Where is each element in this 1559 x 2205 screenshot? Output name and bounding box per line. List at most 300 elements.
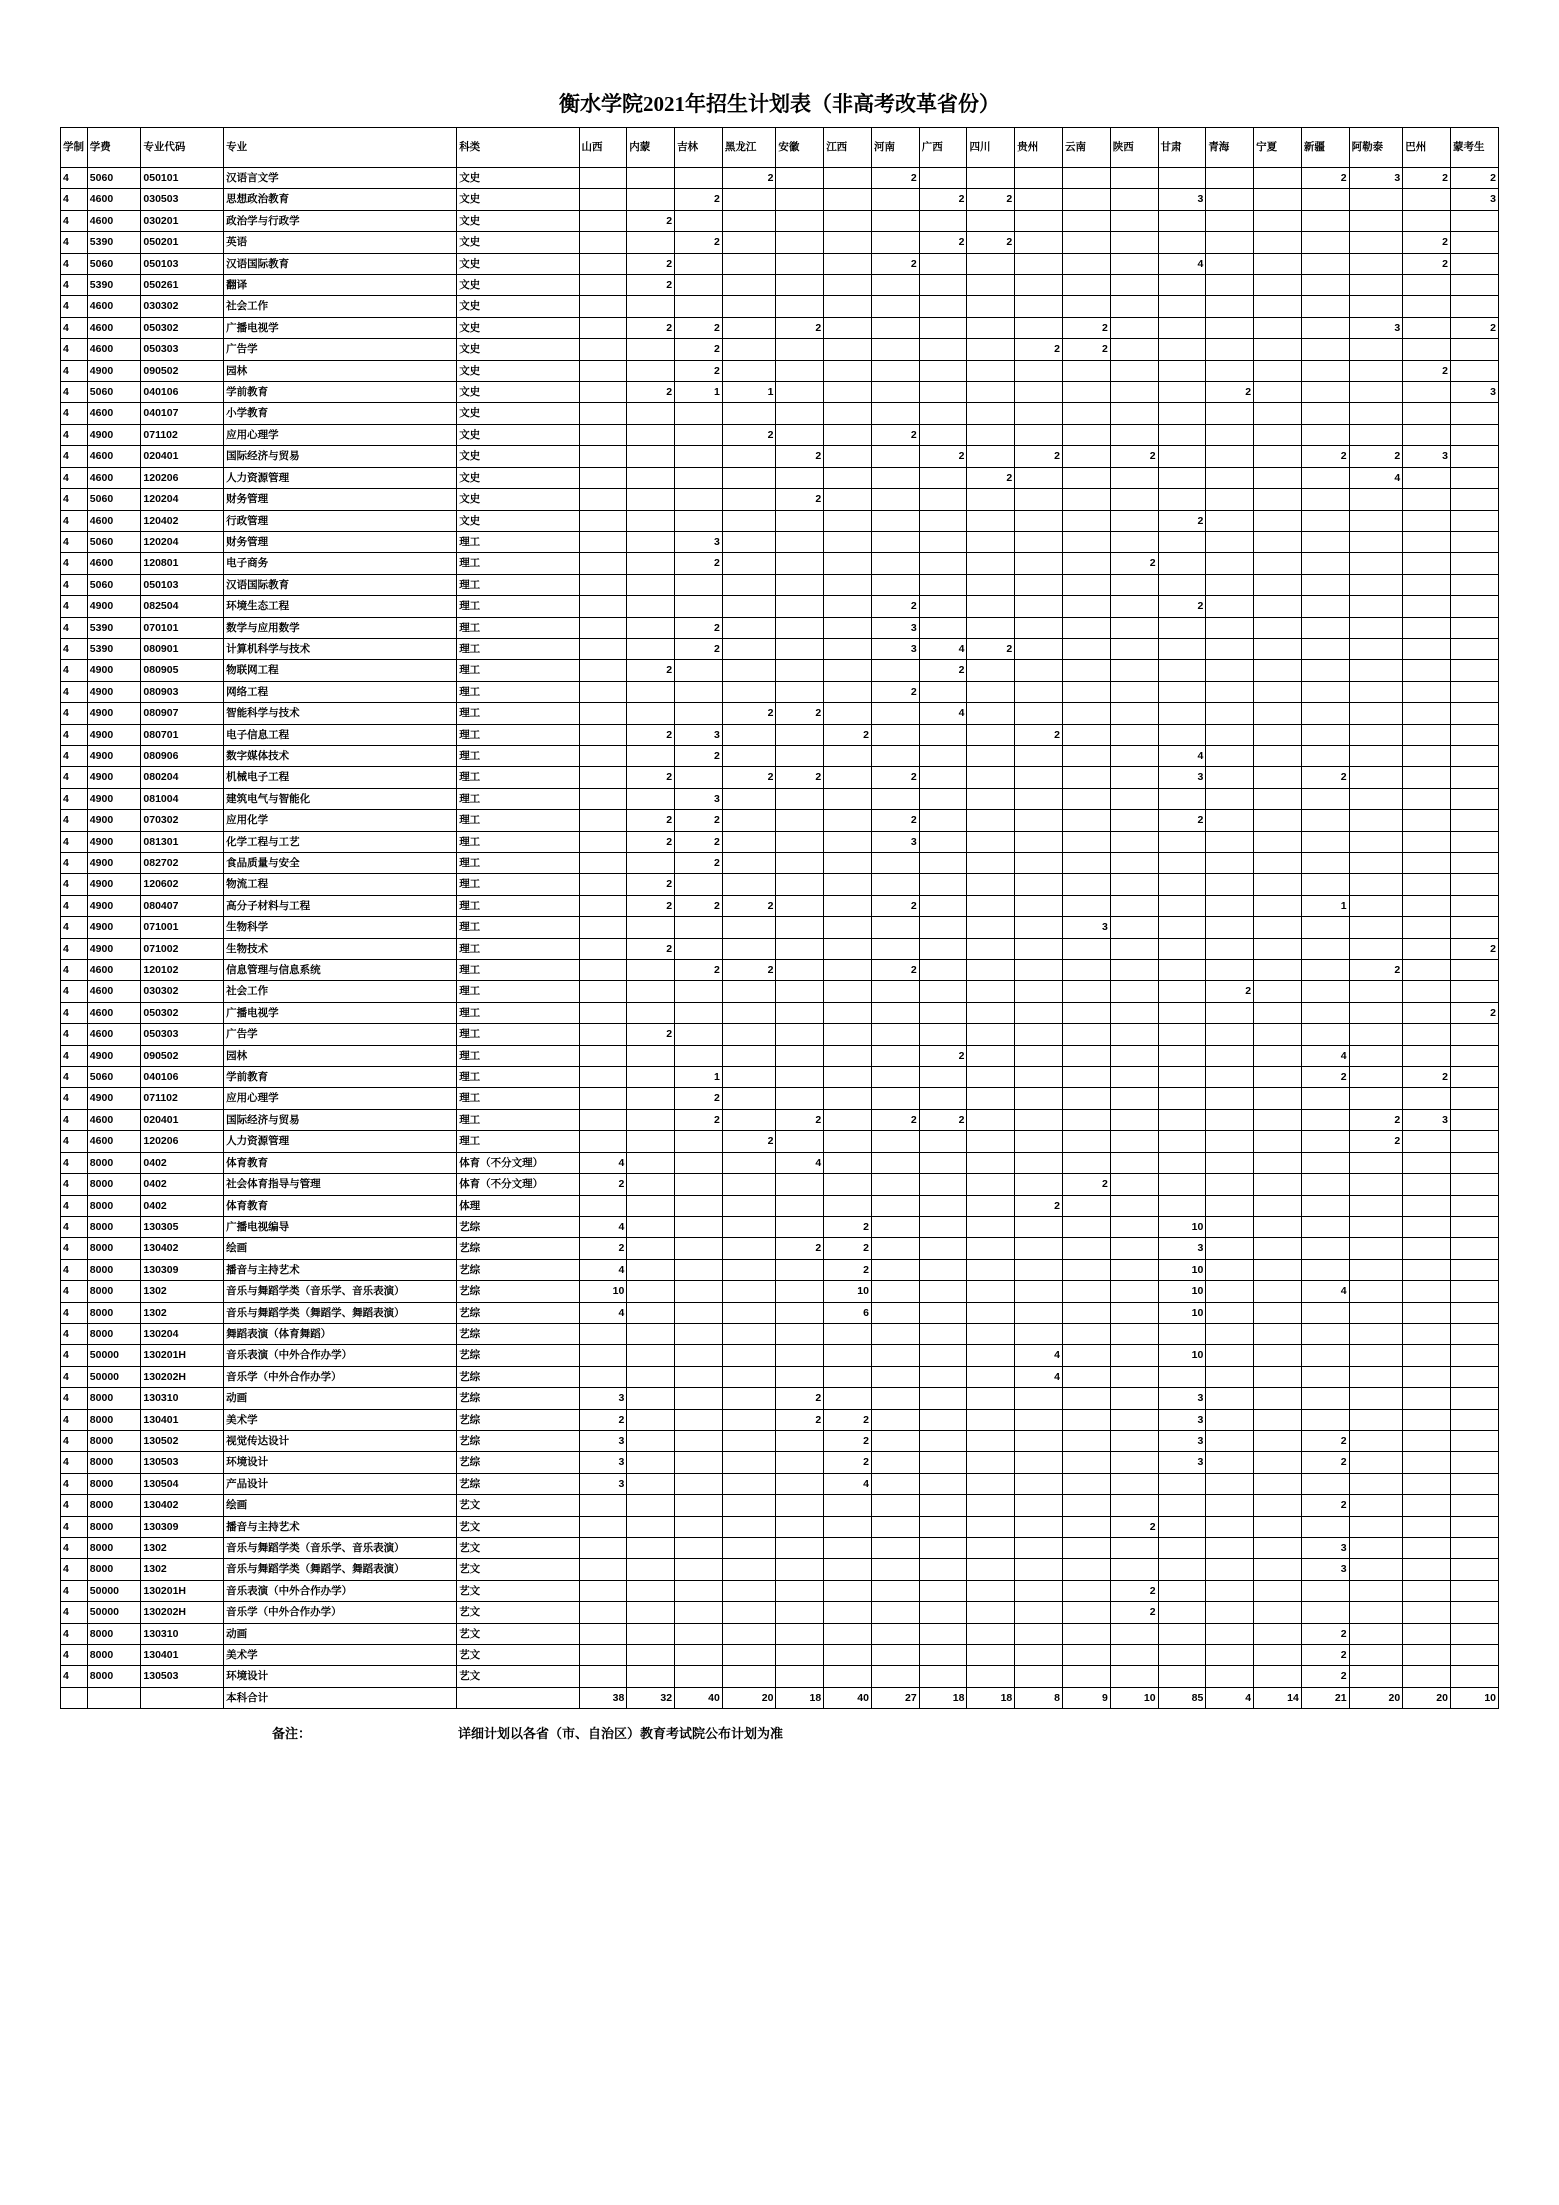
- cell-quota-新疆: 2: [1301, 168, 1349, 189]
- cell-xuezhi: 4: [61, 168, 88, 189]
- cell-quota-四川: [967, 1538, 1015, 1559]
- cell-xuezhi: 4: [61, 1067, 88, 1088]
- cell-major-name: 社会工作: [224, 296, 457, 317]
- plan-table-container: [60, 127, 1499, 1709]
- cell-quota-青海: [1206, 1002, 1254, 1023]
- cell-quota-吉林: [675, 510, 723, 531]
- col-header-xuezhi: 学制: [61, 128, 88, 168]
- cell-major-code: 120204: [141, 489, 224, 510]
- cell-quota-宁夏: [1254, 339, 1302, 360]
- cell-quota-贵州: [1015, 1516, 1063, 1537]
- cell-quota-陕西: [1110, 810, 1158, 831]
- table-row: [61, 446, 1499, 467]
- cell-quota-青海: [1206, 574, 1254, 595]
- cell-major-name: 环境设计: [224, 1666, 457, 1687]
- cell-quota-河南: [871, 574, 919, 595]
- cell-quota-云南: [1063, 767, 1111, 788]
- cell-quota-巴州: [1403, 1259, 1451, 1280]
- cell-quota-山西: [579, 1045, 627, 1066]
- cell-xuezhi: 4: [61, 339, 88, 360]
- cell-xuezhi: 4: [61, 1345, 88, 1366]
- cell-quota-蒙考生: [1450, 853, 1498, 874]
- cell-quota-四川: [967, 1623, 1015, 1644]
- cell-quota-阿勒泰: 2: [1349, 1109, 1403, 1130]
- cell-xuezhi: 4: [61, 1666, 88, 1687]
- cell-major-name: 财务管理: [224, 489, 457, 510]
- cell-quota-河南: [871, 788, 919, 809]
- cell-quota-云南: [1063, 1645, 1111, 1666]
- cell-quota-内蒙: 2: [627, 895, 675, 916]
- cell-quota-蒙考生: [1450, 253, 1498, 274]
- cell-quota-河南: [871, 1409, 919, 1430]
- table-row: [61, 296, 1499, 317]
- cell-quota-内蒙: 2: [627, 831, 675, 852]
- cell-xuezhi: 4: [61, 1645, 88, 1666]
- cell-quota-吉林: 3: [675, 788, 723, 809]
- cell-subject-category: 文史: [457, 253, 579, 274]
- cell-quota-陕西: [1110, 1366, 1158, 1387]
- cell-quota-宁夏: [1254, 1281, 1302, 1302]
- cell-xuezhi: 4: [61, 938, 88, 959]
- cell-quota-云南: [1063, 596, 1111, 617]
- col-header-xuefei: 学费: [87, 128, 141, 168]
- cell-quota-河南: [871, 1580, 919, 1601]
- cell-quota-青海: [1206, 1109, 1254, 1130]
- cell-quota-山西: [579, 1495, 627, 1516]
- cell-xuezhi: 4: [61, 981, 88, 1002]
- cell-quota-江西: [824, 1623, 872, 1644]
- cell-quota-吉林: [675, 681, 723, 702]
- cell-quota-阿勒泰: [1349, 1067, 1403, 1088]
- cell-major-name: 音乐学（中外合作办学）: [224, 1366, 457, 1387]
- cell-major-code: 130401: [141, 1409, 224, 1430]
- cell-quota-陕西: [1110, 1002, 1158, 1023]
- cell-major-code: 0402: [141, 1195, 224, 1216]
- cell-quota-山西: [579, 1666, 627, 1687]
- cell-quota-阿勒泰: [1349, 1152, 1403, 1173]
- cell-quota-宁夏: [1254, 210, 1302, 231]
- cell-quota-河南: [871, 210, 919, 231]
- cell-quota-山西: 4: [579, 1302, 627, 1323]
- cell-quota-江西: [824, 553, 872, 574]
- cell-quota-甘肃: [1158, 788, 1206, 809]
- cell-quota-安徽: [776, 1045, 824, 1066]
- cell-quota-广西: 2: [919, 1109, 967, 1130]
- cell-quota-江西: 6: [824, 1302, 872, 1323]
- cell-subject-category: 理工: [457, 1002, 579, 1023]
- cell-subject-category: 文史: [457, 210, 579, 231]
- cell-quota-黑龙江: 2: [722, 767, 776, 788]
- cell-quota-广西: [919, 210, 967, 231]
- cell-xuefei: 4900: [87, 895, 141, 916]
- cell-quota-黑龙江: [722, 810, 776, 831]
- cell-quota-甘肃: [1158, 981, 1206, 1002]
- cell-major-code: 081004: [141, 788, 224, 809]
- cell-quota-黑龙江: [722, 1666, 776, 1687]
- cell-xuefei: 8000: [87, 1473, 141, 1494]
- cell-quota-黑龙江: [722, 788, 776, 809]
- cell-quota-青海: [1206, 232, 1254, 253]
- cell-quota-黑龙江: [722, 853, 776, 874]
- cell-major-name: 人力资源管理: [224, 1131, 457, 1152]
- cell-quota-广西: [919, 1281, 967, 1302]
- cell-quota-河南: [871, 339, 919, 360]
- cell-quota-青海: [1206, 1131, 1254, 1152]
- cell-quota-内蒙: [627, 1302, 675, 1323]
- cell-quota-巴州: [1403, 617, 1451, 638]
- cell-quota-贵州: [1015, 1473, 1063, 1494]
- cell-xuefei: 4900: [87, 703, 141, 724]
- cell-quota-新疆: [1301, 1259, 1349, 1280]
- cell-quota-云南: [1063, 1666, 1111, 1687]
- cell-quota-巴州: [1403, 296, 1451, 317]
- cell-xuefei: 8000: [87, 1409, 141, 1430]
- col-header-province-neimeng: 内蒙: [627, 128, 675, 168]
- cell-quota-吉林: [675, 489, 723, 510]
- cell-quota-云南: 2: [1063, 317, 1111, 338]
- cell-quota-江西: [824, 360, 872, 381]
- cell-quota-巴州: [1403, 1602, 1451, 1623]
- cell-quota-内蒙: [627, 1666, 675, 1687]
- cell-quota-广西: [919, 1430, 967, 1451]
- cell-quota-宁夏: [1254, 1259, 1302, 1280]
- cell-quota-蒙考生: [1450, 1088, 1498, 1109]
- cell-subject-category: 理工: [457, 1045, 579, 1066]
- cell-quota-宁夏: [1254, 1430, 1302, 1451]
- cell-quota-江西: [824, 446, 872, 467]
- cell-major-name: 广播电视学: [224, 1002, 457, 1023]
- cell-quota-巴州: [1403, 917, 1451, 938]
- cell-major-name: 音乐表演（中外合作办学）: [224, 1345, 457, 1366]
- cell-quota-河南: [871, 1430, 919, 1451]
- cell-quota-贵州: 2: [1015, 339, 1063, 360]
- cell-quota-青海: [1206, 1559, 1254, 1580]
- table-row: [61, 1259, 1499, 1280]
- cell-major-name: 生物科学: [224, 917, 457, 938]
- cell-quota-宁夏: [1254, 745, 1302, 766]
- cell-quota-河南: [871, 382, 919, 403]
- cell-quota-阿勒泰: [1349, 1323, 1403, 1344]
- cell-quota-吉林: 2: [675, 189, 723, 210]
- cell-xuezhi: 4: [61, 1174, 88, 1195]
- cell-quota-蒙考生: 2: [1450, 1002, 1498, 1023]
- cell-quota-广西: [919, 1495, 967, 1516]
- cell-subject-category: 理工: [457, 1109, 579, 1130]
- totals-内蒙: 32: [627, 1687, 675, 1708]
- cell-quota-吉林: [675, 1024, 723, 1045]
- cell-quota-广西: [919, 1131, 967, 1152]
- cell-quota-四川: [967, 660, 1015, 681]
- cell-subject-category: 文史: [457, 360, 579, 381]
- cell-quota-贵州: [1015, 189, 1063, 210]
- cell-quota-蒙考生: [1450, 1559, 1498, 1580]
- cell-quota-四川: 2: [967, 467, 1015, 488]
- cell-xuefei: 4900: [87, 874, 141, 895]
- cell-quota-巴州: [1403, 895, 1451, 916]
- cell-quota-吉林: [675, 210, 723, 231]
- cell-quota-新疆: [1301, 574, 1349, 595]
- cell-quota-甘肃: [1158, 360, 1206, 381]
- cell-quota-黑龙江: [722, 638, 776, 659]
- cell-major-name: 数字媒体技术: [224, 745, 457, 766]
- cell-major-name: 汉语国际教育: [224, 253, 457, 274]
- cell-quota-贵州: [1015, 210, 1063, 231]
- cell-xuezhi: 4: [61, 317, 88, 338]
- cell-xuefei: 4900: [87, 724, 141, 745]
- cell-quota-甘肃: [1158, 531, 1206, 552]
- cell-quota-巴州: [1403, 317, 1451, 338]
- cell-quota-内蒙: [627, 1174, 675, 1195]
- cell-xuefei: 5390: [87, 232, 141, 253]
- cell-xuezhi: 4: [61, 424, 88, 445]
- cell-quota-四川: [967, 253, 1015, 274]
- cell-quota-蒙考生: [1450, 981, 1498, 1002]
- cell-quota-宁夏: [1254, 489, 1302, 510]
- cell-quota-蒙考生: [1450, 1174, 1498, 1195]
- cell-quota-巴州: [1403, 660, 1451, 681]
- cell-quota-江西: [824, 1495, 872, 1516]
- cell-quota-云南: [1063, 1216, 1111, 1237]
- cell-quota-巴州: [1403, 981, 1451, 1002]
- cell-quota-青海: [1206, 253, 1254, 274]
- cell-quota-广西: [919, 938, 967, 959]
- cell-quota-巴州: [1403, 1024, 1451, 1045]
- cell-quota-云南: [1063, 1580, 1111, 1601]
- cell-major-name: 计算机科学与技术: [224, 638, 457, 659]
- cell-quota-甘肃: [1158, 1666, 1206, 1687]
- cell-quota-广西: 4: [919, 703, 967, 724]
- cell-quota-甘肃: 3: [1158, 1430, 1206, 1451]
- cell-quota-阿勒泰: [1349, 1238, 1403, 1259]
- cell-quota-云南: [1063, 360, 1111, 381]
- totals-四川: 18: [967, 1687, 1015, 1708]
- cell-major-name: 应用化学: [224, 810, 457, 831]
- cell-major-name: 小学教育: [224, 403, 457, 424]
- cell-xuezhi: 4: [61, 510, 88, 531]
- cell-quota-江西: [824, 1516, 872, 1537]
- cell-quota-广西: [919, 424, 967, 445]
- cell-quota-河南: [871, 1216, 919, 1237]
- cell-quota-安徽: [776, 574, 824, 595]
- cell-quota-广西: [919, 1388, 967, 1409]
- cell-quota-宁夏: [1254, 1024, 1302, 1045]
- cell-quota-吉林: 1: [675, 382, 723, 403]
- cell-subject-category: 文史: [457, 296, 579, 317]
- cell-quota-内蒙: [627, 745, 675, 766]
- cell-quota-蒙考生: [1450, 1323, 1498, 1344]
- cell-quota-吉林: [675, 424, 723, 445]
- cell-xuefei: 8000: [87, 1516, 141, 1537]
- cell-xuefei: 5060: [87, 531, 141, 552]
- cell-quota-阿勒泰: [1349, 1666, 1403, 1687]
- cell-quota-吉林: [675, 917, 723, 938]
- cell-subject-category: 艺综: [457, 1302, 579, 1323]
- table-row: [61, 317, 1499, 338]
- cell-quota-宁夏: [1254, 510, 1302, 531]
- cell-xuezhi: 4: [61, 403, 88, 424]
- cell-quota-蒙考生: [1450, 574, 1498, 595]
- cell-quota-广西: [919, 1666, 967, 1687]
- cell-quota-内蒙: [627, 1623, 675, 1644]
- cell-xuezhi: 4: [61, 831, 88, 852]
- totals-row: [61, 1687, 1499, 1708]
- cell-quota-吉林: [675, 1538, 723, 1559]
- cell-quota-贵州: [1015, 489, 1063, 510]
- cell-quota-青海: [1206, 1238, 1254, 1259]
- cell-quota-黑龙江: [722, 1495, 776, 1516]
- table-footer: [60, 1709, 1499, 1753]
- cell-quota-巴州: [1403, 745, 1451, 766]
- cell-quota-广西: [919, 596, 967, 617]
- cell-quota-山西: [579, 510, 627, 531]
- cell-quota-内蒙: [627, 1538, 675, 1559]
- cell-quota-青海: [1206, 339, 1254, 360]
- cell-xuefei: 8000: [87, 1538, 141, 1559]
- cell-quota-河南: 2: [871, 596, 919, 617]
- cell-major-name: 音乐学（中外合作办学）: [224, 1602, 457, 1623]
- cell-quota-广西: [919, 1538, 967, 1559]
- cell-quota-宁夏: [1254, 1195, 1302, 1216]
- cell-quota-吉林: 2: [675, 360, 723, 381]
- cell-quota-青海: [1206, 1024, 1254, 1045]
- cell-quota-陕西: 2: [1110, 446, 1158, 467]
- cell-xuezhi: 4: [61, 1131, 88, 1152]
- cell-quota-吉林: [675, 596, 723, 617]
- cell-major-code: 082504: [141, 596, 224, 617]
- cell-quota-贵州: [1015, 168, 1063, 189]
- cell-quota-河南: [871, 296, 919, 317]
- cell-quota-青海: [1206, 1430, 1254, 1451]
- col-header-province-shaanxi: 陕西: [1110, 128, 1158, 168]
- cell-quota-云南: [1063, 1538, 1111, 1559]
- cell-quota-甘肃: [1158, 1623, 1206, 1644]
- cell-quota-云南: [1063, 1623, 1111, 1644]
- cell-quota-陕西: [1110, 1409, 1158, 1430]
- cell-quota-阿勒泰: [1349, 703, 1403, 724]
- cell-xuezhi: 4: [61, 745, 88, 766]
- cell-quota-阿勒泰: [1349, 853, 1403, 874]
- cell-quota-新疆: [1301, 339, 1349, 360]
- cell-quota-河南: [871, 1388, 919, 1409]
- cell-quota-安徽: [776, 1259, 824, 1280]
- totals-吉林: 40: [675, 1687, 723, 1708]
- cell-quota-安徽: [776, 745, 824, 766]
- cell-quota-四川: [967, 489, 1015, 510]
- cell-quota-青海: [1206, 1495, 1254, 1516]
- cell-quota-陕西: [1110, 874, 1158, 895]
- cell-quota-蒙考生: [1450, 210, 1498, 231]
- cell-quota-河南: 2: [871, 960, 919, 981]
- cell-quota-内蒙: 2: [627, 253, 675, 274]
- cell-quota-吉林: [675, 1195, 723, 1216]
- cell-quota-黑龙江: [722, 596, 776, 617]
- cell-quota-吉林: [675, 1430, 723, 1451]
- cell-xuezhi: 4: [61, 296, 88, 317]
- cell-quota-安徽: [776, 1473, 824, 1494]
- cell-quota-河南: [871, 938, 919, 959]
- cell-quota-甘肃: 2: [1158, 596, 1206, 617]
- cell-subject-category: 文史: [457, 510, 579, 531]
- cell-quota-蒙考生: [1450, 638, 1498, 659]
- cell-quota-内蒙: [627, 596, 675, 617]
- cell-quota-青海: [1206, 874, 1254, 895]
- cell-quota-安徽: [776, 1645, 824, 1666]
- cell-quota-新疆: [1301, 210, 1349, 231]
- cell-quota-内蒙: [627, 1088, 675, 1109]
- cell-subject-category: 艺文: [457, 1559, 579, 1580]
- cell-quota-黑龙江: 2: [722, 960, 776, 981]
- cell-xuefei: 4900: [87, 745, 141, 766]
- cell-quota-广西: [919, 1602, 967, 1623]
- cell-quota-贵州: [1015, 960, 1063, 981]
- cell-quota-吉林: 2: [675, 853, 723, 874]
- cell-major-name: 体育教育: [224, 1195, 457, 1216]
- cell-quota-青海: [1206, 1473, 1254, 1494]
- cell-quota-吉林: [675, 1623, 723, 1644]
- cell-quota-宁夏: [1254, 917, 1302, 938]
- table-row: [61, 745, 1499, 766]
- cell-quota-阿勒泰: 2: [1349, 1131, 1403, 1152]
- totals-云南: 9: [1063, 1687, 1111, 1708]
- cell-quota-吉林: 2: [675, 339, 723, 360]
- cell-quota-蒙考生: [1450, 788, 1498, 809]
- cell-quota-宁夏: [1254, 232, 1302, 253]
- cell-quota-陕西: [1110, 917, 1158, 938]
- cell-quota-青海: 2: [1206, 981, 1254, 1002]
- cell-quota-江西: 2: [824, 1259, 872, 1280]
- cell-xuezhi: 4: [61, 1495, 88, 1516]
- cell-quota-山西: [579, 1131, 627, 1152]
- cell-quota-广西: [919, 1174, 967, 1195]
- cell-quota-新疆: [1301, 1516, 1349, 1537]
- table-row: [61, 1281, 1499, 1302]
- cell-quota-内蒙: [627, 1195, 675, 1216]
- cell-xuefei: 4900: [87, 424, 141, 445]
- cell-quota-新疆: [1301, 1366, 1349, 1387]
- cell-quota-宁夏: [1254, 767, 1302, 788]
- cell-quota-四川: [967, 981, 1015, 1002]
- cell-quota-吉林: [675, 253, 723, 274]
- cell-quota-四川: [967, 1238, 1015, 1259]
- cell-quota-云南: [1063, 382, 1111, 403]
- cell-major-name: 电子信息工程: [224, 724, 457, 745]
- cell-quota-山西: [579, 232, 627, 253]
- cell-quota-内蒙: [627, 917, 675, 938]
- cell-quota-黑龙江: [722, 210, 776, 231]
- cell-quota-贵州: [1015, 1088, 1063, 1109]
- cell-quota-新疆: [1301, 1002, 1349, 1023]
- cell-quota-黑龙江: [722, 1216, 776, 1237]
- cell-quota-河南: 2: [871, 168, 919, 189]
- cell-quota-宁夏: [1254, 788, 1302, 809]
- cell-xuezhi: 4: [61, 960, 88, 981]
- cell-quota-宁夏: [1254, 1666, 1302, 1687]
- cell-subject-category: 艺综: [457, 1452, 579, 1473]
- cell-major-name: 绘画: [224, 1495, 457, 1516]
- cell-quota-江西: [824, 981, 872, 1002]
- cell-quota-内蒙: 2: [627, 938, 675, 959]
- cell-xuezhi: 4: [61, 1259, 88, 1280]
- cell-quota-蒙考生: 3: [1450, 382, 1498, 403]
- totals-河南: 27: [871, 1687, 919, 1708]
- cell-quota-内蒙: [627, 531, 675, 552]
- cell-xuefei: 8000: [87, 1666, 141, 1687]
- cell-quota-巴州: [1403, 874, 1451, 895]
- cell-quota-青海: [1206, 360, 1254, 381]
- cell-quota-安徽: [776, 382, 824, 403]
- cell-quota-云南: [1063, 210, 1111, 231]
- cell-subject-category: 艺文: [457, 1495, 579, 1516]
